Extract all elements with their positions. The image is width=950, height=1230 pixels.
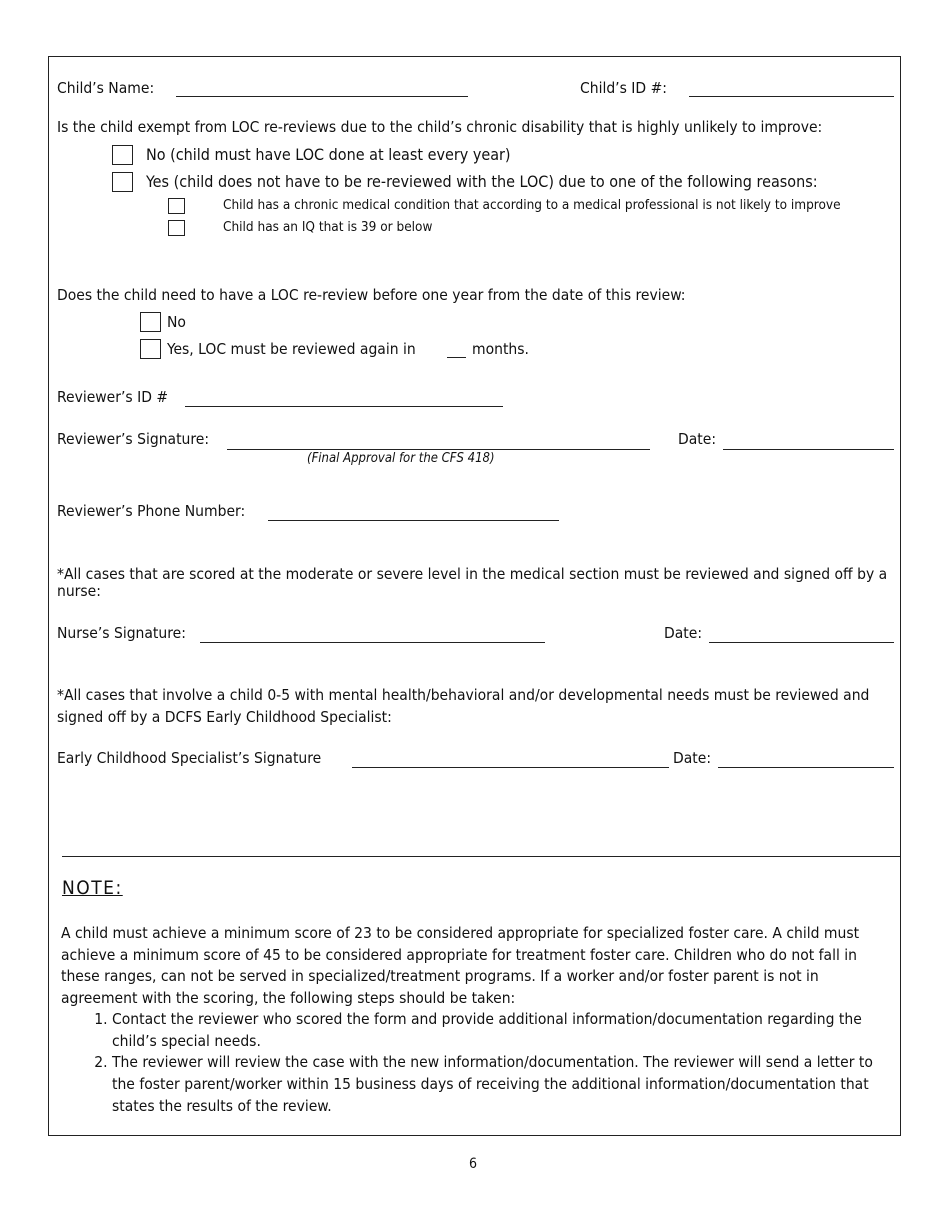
months-label: months. bbox=[472, 340, 529, 358]
nurse-notice: *All cases that are scored at the moderate or severe level in the medical section must be reviewed and signed off by a nurse: bbox=[57, 565, 888, 601]
reviewer-date-field[interactable] bbox=[723, 449, 894, 450]
ecs-notice: *All cases that involve a child 0-5 with mental health/behavioral and/or developmental needs must be reviewed and signed off by a DCFS Early Childhood Specialist: bbox=[57, 686, 870, 726]
page-number: 6 bbox=[469, 1156, 478, 1172]
note-step: 2. The reviewer will review the case with the new information/documentation. The reviewer will send a letter to the foster parent/worker within 15 business days of receiving the additional information/documentation that states the results of the review. bbox=[112, 1052, 899, 1117]
child-name-field[interactable] bbox=[176, 96, 468, 97]
nurse-signature-field[interactable] bbox=[200, 642, 545, 643]
reviewer-phone-label: Reviewer’s Phone Number: bbox=[57, 502, 246, 520]
note-steps bbox=[61, 1009, 899, 1117]
reason-iq-label: Child has an IQ that is 39 or below bbox=[223, 219, 433, 235]
rereview-no-label: No bbox=[167, 313, 186, 331]
exempt-no-label: No (child must have LOC done at least every year) bbox=[146, 145, 511, 164]
reason-medical-checkbox[interactable] bbox=[168, 198, 185, 214]
reviewer-id-field[interactable] bbox=[185, 406, 503, 407]
rereview-yes-label: Yes, LOC must be reviewed again in bbox=[167, 340, 416, 358]
ecs-date-field[interactable] bbox=[718, 767, 894, 768]
ecs-date-label: Date: bbox=[673, 749, 712, 767]
exempt-question: Is the child exempt from LOC re-reviews due to the child’s chronic disability that is highly unlikely to improve: bbox=[57, 118, 823, 136]
exempt-yes-checkbox[interactable] bbox=[112, 172, 133, 192]
rereview-yes-checkbox[interactable] bbox=[140, 339, 161, 359]
exempt-yes-label: Yes (child does not have to be re-reviewed with the LOC) due to one of the following reasons: bbox=[146, 172, 818, 191]
months-field[interactable] bbox=[447, 357, 466, 358]
note-paragraph: A child must achieve a minimum score of 23 to be considered appropriate for specialized foster care. A child must achieve a minimum score of 45 to be considered appropriate for treatment foster care. Children who do not fall in these ranges, can not be served in specialized/treatment programs. If a worker and/or foster parent is not in agreement with the scoring, the following steps should be taken: bbox=[61, 924, 860, 1008]
exempt-no-checkbox[interactable] bbox=[112, 145, 133, 165]
reviewer-signature-label: Reviewer’s Signature: bbox=[57, 430, 210, 448]
ecs-signature-field[interactable] bbox=[352, 767, 669, 768]
child-name-label: Child’s Name: bbox=[57, 79, 155, 97]
reviewer-signature-note: (Final Approval for the CFS 418) bbox=[307, 451, 495, 466]
child-id-field[interactable] bbox=[689, 96, 894, 97]
reviewer-signature-field[interactable] bbox=[227, 449, 650, 450]
rereview-question: Does the child need to have a LOC re-review before one year from the date of this review: bbox=[57, 286, 686, 304]
note-heading: NOTE: bbox=[62, 877, 123, 899]
ecs-signature-label: Early Childhood Specialist’s Signature bbox=[57, 749, 322, 767]
reason-iq-checkbox[interactable] bbox=[168, 220, 185, 236]
reviewer-date-label: Date: bbox=[678, 430, 717, 448]
nurse-signature-label: Nurse’s Signature: bbox=[57, 624, 186, 642]
reviewer-phone-field[interactable] bbox=[268, 520, 559, 521]
note-divider bbox=[62, 856, 900, 857]
rereview-no-checkbox[interactable] bbox=[140, 312, 161, 332]
reviewer-id-label: Reviewer’s ID # bbox=[57, 388, 169, 406]
child-id-label: Child’s ID #: bbox=[580, 79, 667, 97]
note-step: 1. Contact the reviewer who scored the form and provide additional information/documentation regarding the child’s special needs. bbox=[112, 1009, 899, 1052]
nurse-date-field[interactable] bbox=[709, 642, 894, 643]
nurse-date-label: Date: bbox=[664, 624, 703, 642]
reason-medical-label: Child has a chronic medical condition that according to a medical professional is not likely to improve bbox=[223, 197, 841, 213]
